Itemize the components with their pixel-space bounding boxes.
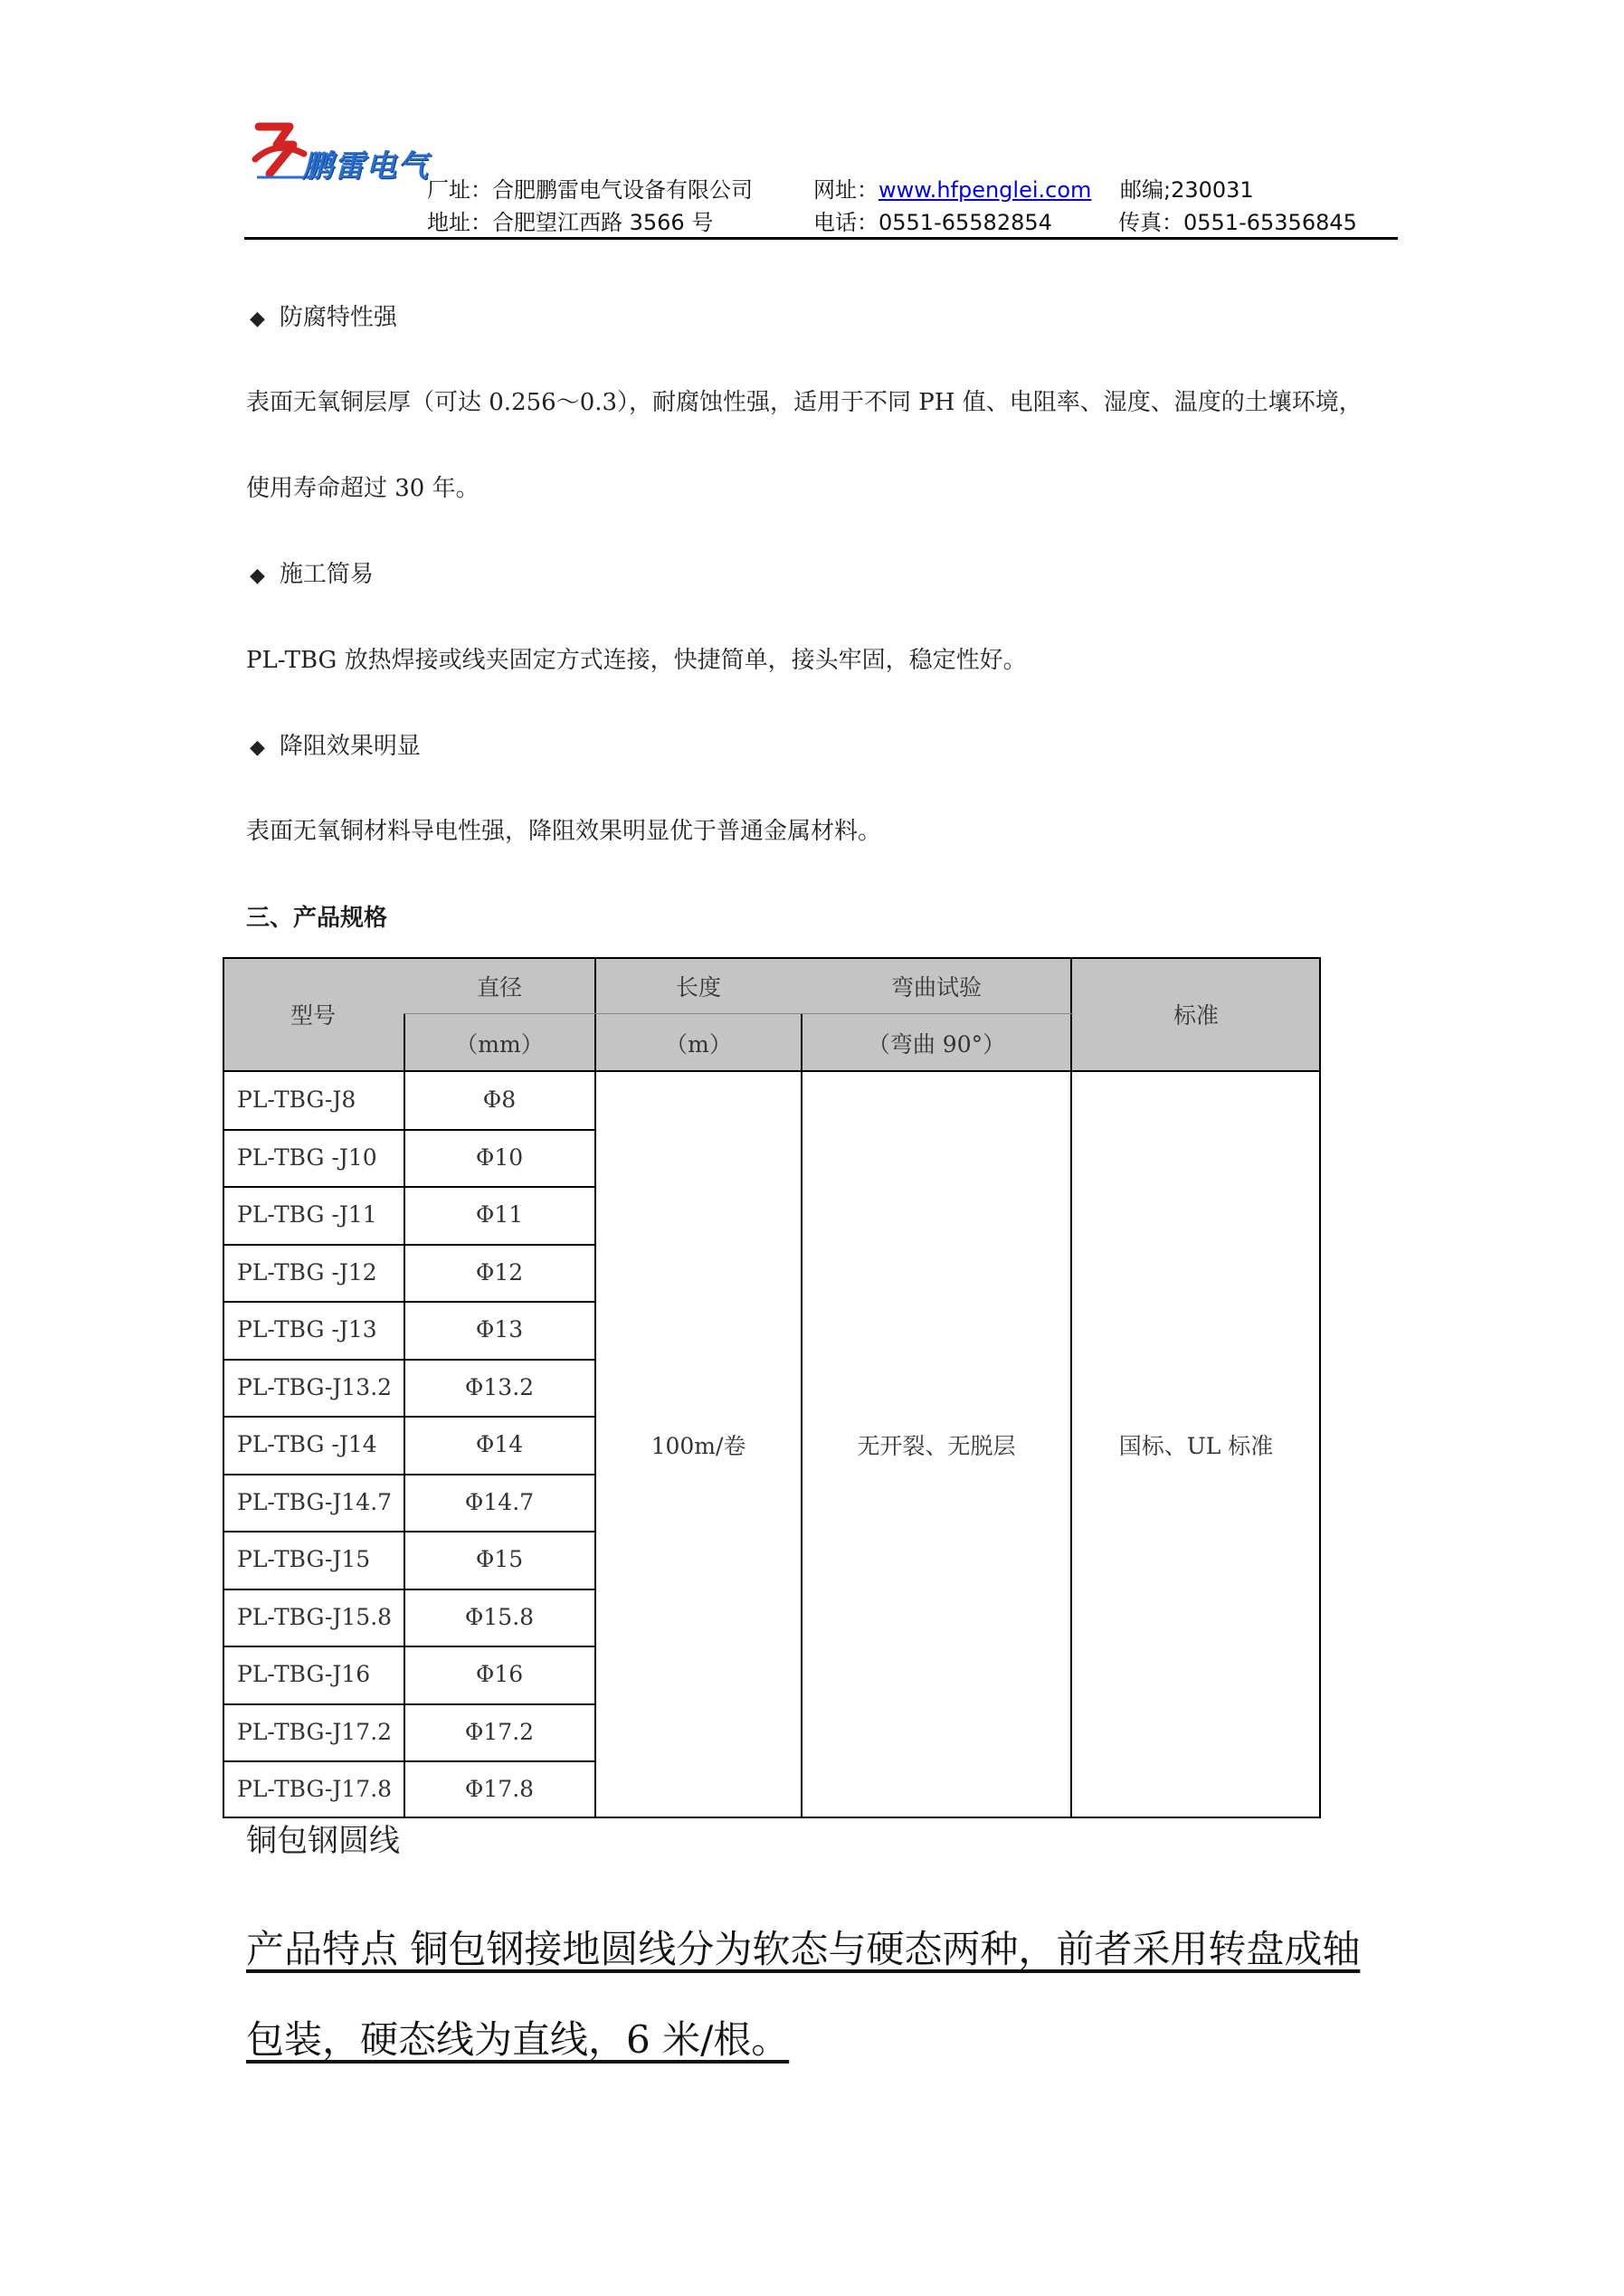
table-col-line xyxy=(801,1014,803,1818)
th-length: 长度 xyxy=(595,957,802,1014)
td-diameter: Φ11 xyxy=(475,1201,524,1229)
table-row-line xyxy=(223,1301,595,1303)
table-border-top xyxy=(223,957,1321,959)
td-diameter: Φ14.7 xyxy=(464,1488,535,1515)
th-model: 型号 xyxy=(223,957,404,1071)
td-length-merged: 100m/卷 xyxy=(651,1433,746,1459)
feature-line-1: 产品特点 铜包钢接地圆线分为软态与硬态两种，前者采用转盘成轴 xyxy=(246,1927,1361,1971)
paragraph: 表面无氧铜材料导电性强，降阻效果明显优于普通金属材料。 xyxy=(246,818,882,845)
paragraph: 表面无氧铜层厚（可达 0.256～0.3），耐腐蚀性强，适用于不同 PH 值、电阻率、湿度、温度的土壤环境， xyxy=(246,389,1363,416)
th-diameter-unit: （mm） xyxy=(404,1014,595,1071)
table-row-line xyxy=(223,1129,595,1131)
diamond-bullet-icon: ◆ xyxy=(250,308,265,330)
td-standard-merged: 国标、UL 标准 xyxy=(1118,1433,1274,1459)
paragraph: 使用寿命超过 30 年。 xyxy=(246,475,480,502)
td-diameter: Φ17.8 xyxy=(464,1776,535,1803)
th-diameter: 直径 xyxy=(404,957,595,1014)
table-row-line xyxy=(223,1244,595,1246)
td-diameter: Φ13 xyxy=(475,1316,524,1343)
td-model: PL-TBG -J14 xyxy=(237,1431,377,1458)
td-model: PL-TBG-J14.7 xyxy=(237,1488,393,1515)
th-length-unit: （m） xyxy=(595,1014,802,1071)
table-col-line xyxy=(1070,957,1072,1818)
bullet-heading-2 xyxy=(250,555,374,589)
bullet-heading-text: 施工简易 xyxy=(279,561,374,588)
td-model: PL-TBG-J15.8 xyxy=(237,1603,393,1630)
feature-line-2: 包装，硬态线为直线，6 米/根。 xyxy=(246,2017,790,2062)
table-row-line xyxy=(223,1186,595,1188)
th-bend-sub: （弯曲 90°） xyxy=(802,1014,1071,1071)
td-diameter: Φ16 xyxy=(475,1661,524,1688)
td-diameter: Φ14 xyxy=(475,1431,524,1458)
table-row-line xyxy=(223,1646,595,1647)
table-header-subline xyxy=(404,1013,1073,1014)
td-model: PL-TBG-J17.2 xyxy=(237,1718,393,1745)
td-model: PL-TBG -J10 xyxy=(237,1143,377,1171)
table-col-line xyxy=(594,957,596,1818)
header-web xyxy=(813,172,1091,204)
product-caption: 铜包钢圆线 xyxy=(246,1823,400,1859)
table-row-line xyxy=(223,1589,595,1590)
td-model: PL-TBG-J8 xyxy=(237,1086,356,1114)
header-divider xyxy=(244,237,1398,240)
td-diameter: Φ15 xyxy=(475,1546,524,1573)
header-web-label: 网址： xyxy=(813,177,878,203)
td-model: PL-TBG-J16 xyxy=(237,1661,371,1688)
bullet-heading-text: 降阻效果明显 xyxy=(279,733,421,760)
bullet-heading-3 xyxy=(250,727,421,761)
diamond-bullet-icon: ◆ xyxy=(250,736,265,759)
website-link[interactable]: www.hfpenglei.com xyxy=(878,177,1092,203)
td-diameter: Φ12 xyxy=(475,1258,524,1286)
header-postcode: 邮编;230031 xyxy=(1120,177,1254,203)
td-diameter: Φ13.2 xyxy=(464,1373,535,1400)
header-address: 地址：合肥望江西路 3566 号 xyxy=(427,210,714,235)
td-diameter: Φ15.8 xyxy=(464,1603,535,1630)
table-header-bottom-line xyxy=(223,1070,1321,1072)
table-row-line xyxy=(223,1416,595,1418)
td-diameter: Φ8 xyxy=(482,1086,517,1114)
spec-section-title: 三、产品规格 xyxy=(246,905,388,932)
bullet-heading-text: 防腐特性强 xyxy=(279,304,397,331)
header-phone: 电话：0551-65582854 xyxy=(813,210,1052,235)
td-diameter: Φ10 xyxy=(475,1143,524,1171)
table-border-right xyxy=(1319,957,1321,1818)
td-model: PL-TBG-J17.8 xyxy=(237,1776,393,1803)
table-row-line xyxy=(223,1359,595,1361)
table-row-line xyxy=(223,1703,595,1705)
td-model: PL-TBG -J12 xyxy=(237,1258,377,1286)
table-border-left xyxy=(223,957,224,1818)
table-row-line xyxy=(223,1760,595,1762)
td-model: PL-TBG -J13 xyxy=(237,1316,377,1343)
logo-text: 鹏雷电气 xyxy=(302,148,429,185)
td-bend-merged: 无开裂、无脱层 xyxy=(857,1433,1016,1459)
paragraph: PL-TBG 放热焊接或线夹固定方式连接，快捷简单，接头牢固，稳定性好。 xyxy=(246,647,1027,674)
spec-table xyxy=(223,957,1321,1818)
td-diameter: Φ17.2 xyxy=(464,1718,535,1745)
td-model: PL-TBG-J15 xyxy=(237,1546,371,1573)
diamond-bullet-icon: ◆ xyxy=(250,565,265,587)
company-logo xyxy=(250,114,431,185)
th-standard: 标准 xyxy=(1071,957,1321,1071)
th-bend: 弯曲试验 xyxy=(802,957,1071,1014)
table-row-line xyxy=(223,1531,595,1532)
header-fax: 传真：0551-65356845 xyxy=(1118,210,1357,235)
bullet-heading-1 xyxy=(250,299,397,332)
table-row-line xyxy=(223,1474,595,1475)
td-model: PL-TBG-J13.2 xyxy=(237,1373,393,1400)
td-model: PL-TBG -J11 xyxy=(237,1201,377,1229)
header-factory: 厂址：合肥鹏雷电气设备有限公司 xyxy=(427,177,753,203)
